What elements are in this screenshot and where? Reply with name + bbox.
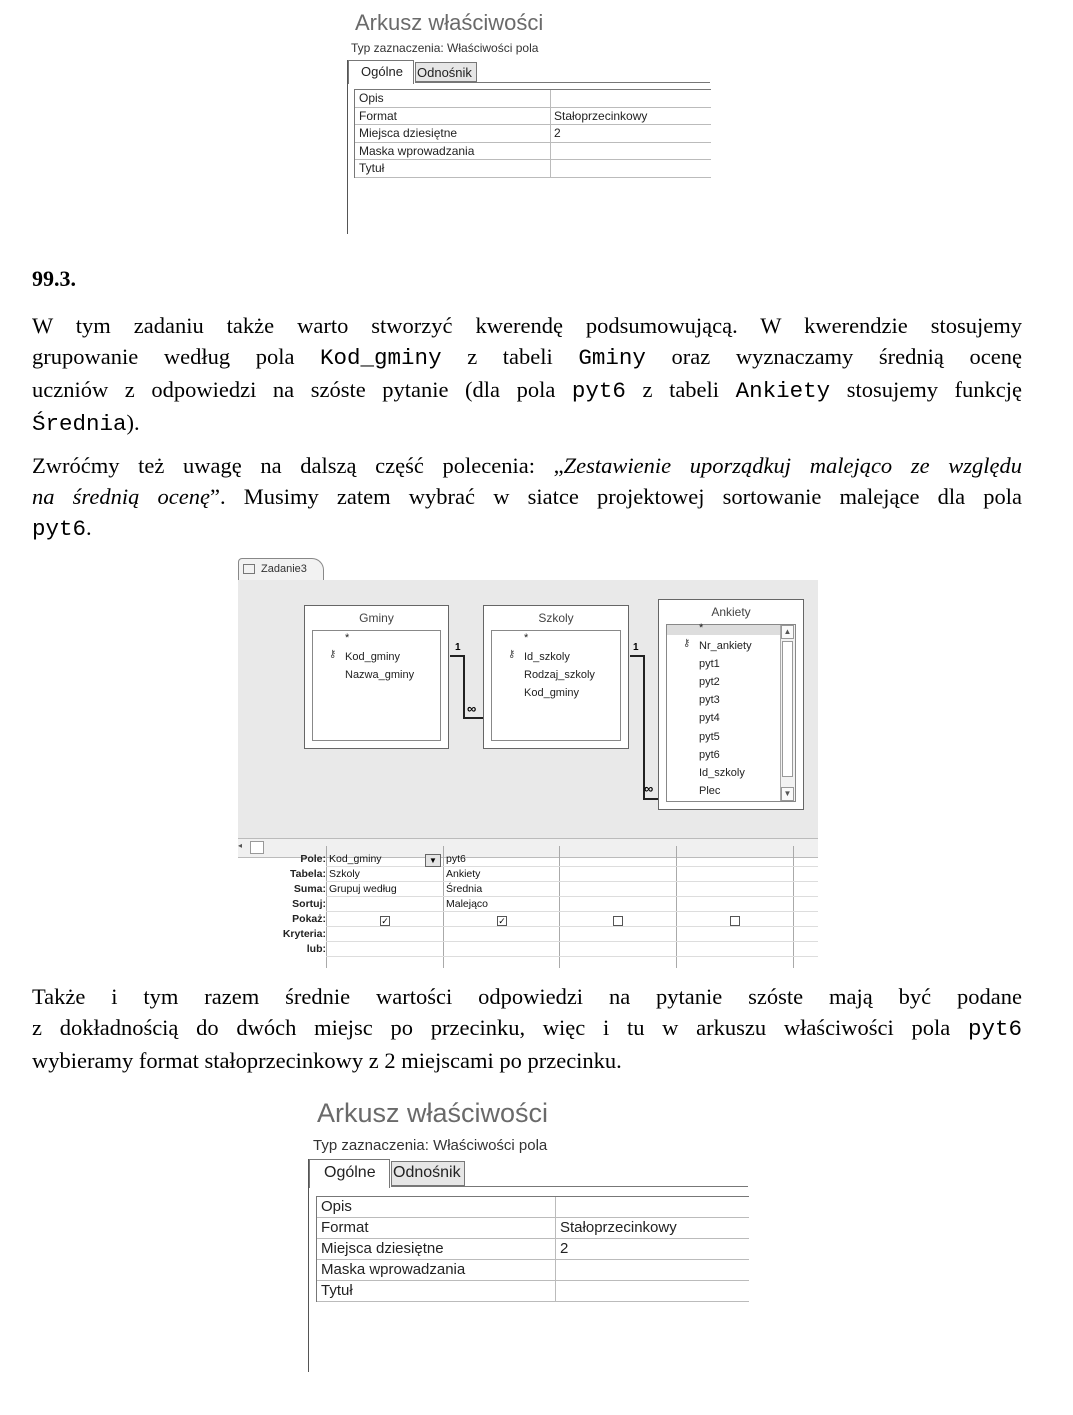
query-designer [238, 556, 818, 968]
field-item[interactable]: pyt1 [699, 658, 720, 670]
paragraph-1 [32, 310, 1022, 440]
join-line [630, 655, 644, 657]
join-one-label: 1 [633, 642, 639, 653]
table-pane [238, 580, 818, 838]
tab-lookup-label: Odnośnik [393, 1164, 461, 1181]
quote-text: na średnią ocenę [32, 484, 210, 509]
property-key: Maska wprowadzania [321, 1261, 466, 1278]
field-item[interactable]: Plec [699, 785, 721, 797]
tab-general-label: Ogólne [361, 64, 403, 79]
paragraph-line: Zwróćmy też uwagę na dalszą część polecenia: „Zestawienie uporządkuj malejąco ze względu [32, 453, 1022, 478]
tab-general[interactable] [348, 60, 414, 84]
property-sheet-title: Arkusz właściwości [317, 1098, 549, 1128]
field-item[interactable]: pyt4 [699, 712, 720, 724]
property-row-description[interactable] [355, 90, 711, 108]
table-szkoly[interactable] [483, 605, 629, 749]
grid-cell-field[interactable]: pyt6 [446, 853, 466, 865]
tab-lookup-label: Odnośnik [417, 65, 472, 80]
property-key: Maska wprowadzania [359, 143, 475, 158]
code-text: Kod_gminy [320, 345, 442, 371]
section-heading: 99.3. [32, 266, 76, 291]
paragraph-line: grupowanie według pola Kod_gminy z tabeli Gminy oraz wyznaczamy średnią ocenę [32, 344, 1022, 371]
field-item[interactable]: * [524, 632, 529, 644]
selection-type: Typ zaznaczenia: Właściwości pola [351, 41, 539, 55]
paragraph-line: W tym zadaniu także warto stworzyć kwerendę podsumowującą. W kwerendzie stosujemy [32, 313, 1022, 338]
property-key: Format [359, 108, 398, 123]
join-line [463, 717, 483, 719]
design-grid [238, 846, 818, 968]
code-text: Średnia [32, 411, 127, 437]
show-checkbox[interactable] [613, 916, 623, 926]
code-text: Ankiety [735, 378, 831, 404]
chevron-down-icon[interactable]: ▼ [425, 854, 441, 867]
property-sheet-top [347, 8, 712, 236]
table-title: Gminy [359, 611, 394, 625]
query-tab[interactable] [238, 558, 324, 580]
primary-key-icon: ⚷ [683, 638, 691, 649]
grid-label-or: lub: [306, 943, 326, 955]
grid-cell-field[interactable]: Kod_gminy [329, 853, 382, 865]
join-line [450, 655, 464, 657]
grid-cell-total[interactable]: Grupuj według [329, 883, 397, 895]
selection-type: Typ zaznaczenia: Właściwości pola [313, 1137, 548, 1154]
field-item[interactable]: pyt3 [699, 694, 720, 706]
paragraph-2 [32, 450, 1022, 545]
scroll-thumb[interactable] [782, 641, 793, 777]
tab-lookup[interactable] [415, 62, 477, 82]
join-line [643, 655, 645, 800]
join-line [643, 798, 658, 800]
document-tab-strip [238, 556, 818, 580]
field-item[interactable]: Rodzaj_szkoly [524, 669, 595, 681]
property-key: Format [321, 1219, 369, 1236]
grid-cell-total[interactable]: Średnia [446, 883, 483, 895]
grid-label-criteria: Kryteria: [282, 928, 326, 940]
paragraph-line: z dokładnością do dwóch miejsc po przecinku, więc i tu w arkuszu właściwości pola pyt6 [32, 1015, 1022, 1042]
scroll-down-arrow[interactable]: ▼ [781, 787, 794, 801]
paragraph-line: uczniów z odpowiedzi na szóste pytanie (dla pola pyt6 z tabeli Ankiety stosujemy funkcję [32, 377, 1022, 404]
code-text: pyt6 [32, 516, 87, 542]
field-item[interactable]: Id_szkoly [524, 651, 570, 663]
paragraph-line: na średnią ocenę”. Musimy zatem wybrać w siatce projektowej sortowanie malejące dla pola [32, 484, 1023, 509]
property-row-decimal-places[interactable] [317, 1239, 749, 1260]
field-item[interactable]: Nr_ankiety [699, 640, 752, 652]
property-key: Tytuł [359, 161, 385, 175]
table-title: Ankiety [711, 605, 751, 619]
join-many-label: ∞ [467, 701, 477, 716]
property-row-format[interactable] [317, 1218, 749, 1239]
field-item[interactable]: Nazwa_gminy [345, 669, 415, 681]
paragraph-line: wybieramy format stałoprzecinkowy z 2 miejscami po przecinku. [32, 1048, 622, 1073]
query-tab-label: Zadanie3 [261, 563, 307, 575]
property-key: Opis [321, 1198, 352, 1215]
grid-cell-sort[interactable]: Malejąco [446, 898, 489, 910]
table-title: Szkoly [538, 611, 574, 625]
show-checkbox-checked[interactable]: ✓ [381, 916, 389, 926]
paragraph-line: Średnia). [32, 410, 140, 437]
grid-label-total: Suma: [293, 883, 326, 895]
property-key: Tytuł [321, 1282, 353, 1299]
property-row-decimal-places[interactable] [355, 125, 711, 143]
field-item[interactable]: pyt2 [699, 676, 720, 688]
grid-label-sort: Sortuj: [292, 898, 326, 910]
grid-label-field: Pole: [300, 853, 326, 865]
property-sheet-title: Arkusz właściwości [355, 10, 544, 35]
grid-cell-table[interactable]: Ankiety [446, 868, 481, 880]
property-key: Miejsca dziesiętne [321, 1240, 444, 1257]
grid-label-table: Tabela: [290, 868, 326, 880]
property-grid [316, 1196, 749, 1302]
property-value: Stałoprzecinkowy [560, 1219, 677, 1236]
property-sheet-bottom [308, 1096, 750, 1374]
query-icon [243, 564, 255, 574]
scroll-left-arrow[interactable]: ◂ [238, 841, 243, 850]
grid-cell-table[interactable]: Szkoly [329, 868, 360, 880]
property-row-input-mask[interactable] [355, 143, 711, 161]
primary-key-icon: ⚷ [508, 649, 516, 660]
property-value: Stałoprzecinkowy [554, 108, 648, 123]
code-text: Gminy [578, 345, 646, 371]
property-row-caption[interactable] [355, 160, 711, 178]
table-scrollbar[interactable] [780, 625, 795, 801]
property-value: 2 [560, 1240, 569, 1257]
join-many-label: ∞ [644, 781, 654, 796]
show-checkbox[interactable] [730, 916, 740, 926]
field-item[interactable]: Kod_gminy [524, 687, 580, 699]
property-row-format[interactable] [355, 108, 711, 126]
property-key: Opis [359, 91, 384, 105]
table-gminy[interactable] [304, 605, 449, 749]
property-key: Miejsca dziesiętne [359, 126, 458, 140]
primary-key-icon: ⚷ [329, 649, 337, 660]
property-row-description[interactable] [317, 1197, 749, 1218]
tab-general[interactable] [309, 1159, 390, 1188]
tab-lookup[interactable] [391, 1161, 465, 1186]
quote-text: Zestawienie uporządkuj malejąco ze względu [563, 453, 1022, 478]
property-row-input-mask[interactable] [317, 1260, 749, 1281]
property-row-caption[interactable] [317, 1281, 749, 1302]
paragraph-3 [32, 981, 1022, 1076]
field-item[interactable]: Id_szkoly [699, 767, 745, 779]
grid-label-show: Pokaż: [292, 913, 326, 925]
paragraph-line: pyt6. [32, 515, 92, 542]
field-item[interactable]: pyt6 [699, 749, 720, 761]
property-grid [354, 89, 711, 178]
code-text: pyt6 [967, 1016, 1022, 1042]
join-one-label: 1 [455, 642, 461, 653]
scroll-up-arrow[interactable]: ▲ [781, 625, 794, 639]
field-item[interactable]: pyt5 [699, 731, 720, 743]
join-line [463, 655, 465, 719]
show-checkbox-checked[interactable]: ✓ [498, 916, 506, 926]
field-item[interactable]: * [345, 632, 350, 644]
paragraph-line: Także i tym razem średnie wartości odpowiedzi na pytanie szóste mają być podane [32, 984, 1022, 1009]
code-text: pyt6 [571, 378, 626, 404]
field-item[interactable]: Kod_gminy [345, 651, 401, 663]
table-ankiety[interactable] [658, 599, 804, 810]
tab-general-label: Ogólne [324, 1164, 376, 1181]
field-item[interactable]: * [699, 622, 704, 634]
property-value: 2 [554, 126, 561, 140]
